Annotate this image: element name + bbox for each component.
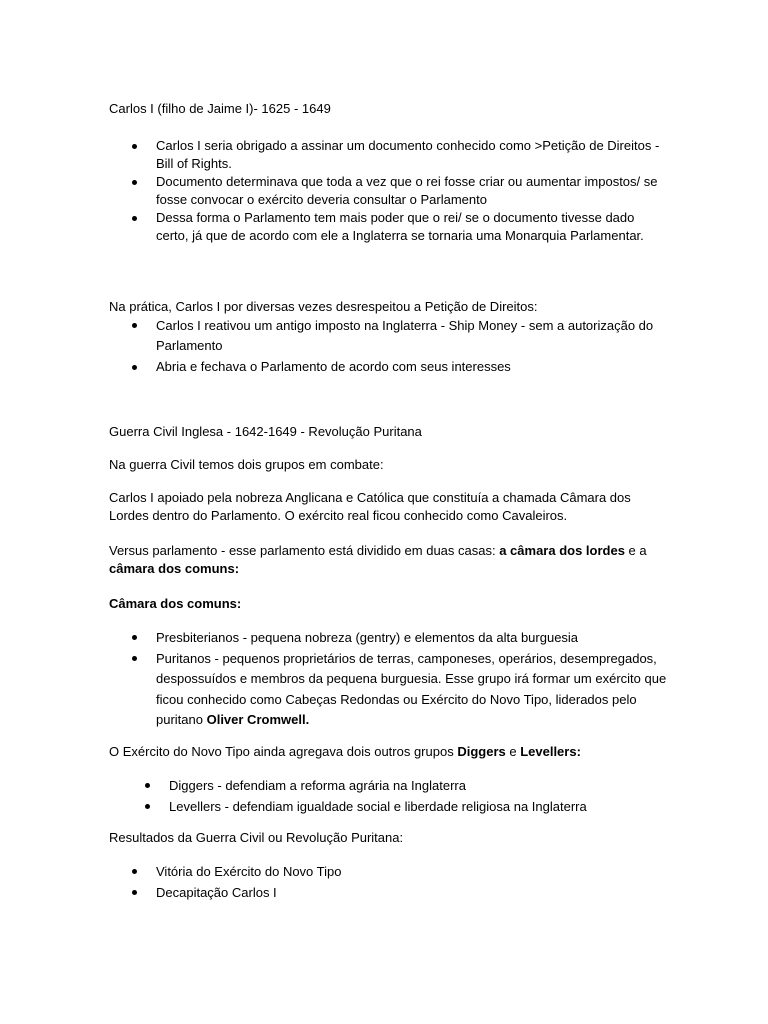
versus-bold-comuns: câmara dos comuns: [109,561,240,576]
list-item [109,649,669,731]
heading-camara-comuns: Câmara dos comuns: [109,596,242,611]
list-item: Dessa forma o Parlamento tem mais poder que o rei/ se o documento tivesse dado certo, já que de acordo com ele a Inglaterra se tornaria uma Monarquia Parlamentar. [109,209,669,245]
list-item: Vitória do Exército do Novo Tipo [109,862,669,883]
list-item: Carlos I seria obrigado a assinar um documento conhecido como >Petição de Direitos - Bill of Rights. [109,137,669,173]
versus-bold-a: a [499,543,511,558]
section-title-carlos: Carlos I (filho de Jaime I)- 1625 - 1649 [109,101,331,116]
versus-mid: e a [624,543,647,558]
paragraph-carlos-apoiado: Carlos I apoiado pela nobreza Anglicana e Católica que constituía a chamada Câmara dos Lordes dentro do Parlamento. O exército real ficou conhecido como Cavaleiros. [109,490,631,523]
list-item: Abria e fechava o Parlamento de acordo com seus interesses [109,358,669,376]
exercito-text: O Exército do Novo Tipo ainda agregava dois outros grupos [109,744,458,759]
list-item: Diggers - defendiam a reforma agrária na Inglaterra [109,776,669,797]
section-title-guerra: Guerra Civil Inglesa - 1642-1649 - Revolução Puritana [109,424,422,439]
paragraph-exercito [109,743,669,761]
exercito-mid: e [505,744,521,759]
versus-bold-lordes: câmara dos lordes [510,543,625,558]
bullet-list-desrespeito [109,316,669,376]
oliver-cromwell-bold: Oliver Cromwell. [206,712,310,727]
exercito-bold-levellers: Levellers: [520,744,581,759]
bullet-list-camara [109,628,669,731]
list-item: Presbiterianos - pequena nobreza (gentry) e elementos da alta burguesia [109,628,669,649]
list-item: Levellers - defendiam igualdade social e liberdade religiosa na Inglaterra [109,797,669,818]
bullet-list-resultados [109,862,669,903]
list-item: Carlos I reativou um antigo imposto na Inglaterra - Ship Money - sem a autorização do Parlamento [109,316,669,356]
bullet-list-grupos [109,776,669,817]
versus-text: Versus parlamento - esse parlamento está dividido em duas casas: [109,543,500,558]
paragraph-pratica: Na prática, Carlos I por diversas vezes desrespeitou a Petição de Direitos: [109,299,538,314]
exercito-bold-diggers: Diggers [457,744,506,759]
paragraph-dois-grupos: Na guerra Civil temos dois grupos em combate: [109,457,384,472]
list-item: Decapitação Carlos I [109,883,669,904]
paragraph-resultados: Resultados da Guerra Civil ou Revolução Puritana: [109,830,404,845]
puritanos-text: Puritanos - pequenos proprietários de terras, camponeses, operários, desempregados, despossuídos e membros da pequena burguesia. Esse grupo irá formar um exército que ficou conhecido como Cabeças Redondas ou Exército do Novo Tipo, liderados pelo puritano [156,650,667,727]
paragraph-versus [109,542,669,578]
list-item: Documento determinava que toda a vez que o rei fosse criar ou aumentar impostos/ se fosse convocar o exército deveria consultar o Parlamento [109,173,669,209]
bullet-list-peticao [109,137,669,245]
